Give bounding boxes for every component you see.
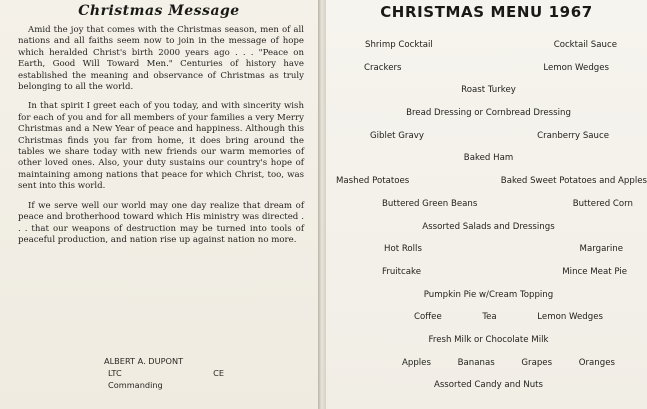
page-fold bbox=[318, 0, 326, 409]
signature-block bbox=[104, 355, 224, 391]
menu-item: Lemon Wedges bbox=[543, 62, 609, 73]
menu-item: Giblet Gravy bbox=[370, 130, 424, 141]
signature-rank-row bbox=[104, 367, 224, 379]
menu-item: Oranges bbox=[578, 357, 615, 368]
menu-item: Apples bbox=[402, 357, 431, 368]
menu-row bbox=[330, 40, 647, 63]
menu-item: Cocktail Sauce bbox=[553, 40, 617, 50]
menu-row bbox=[330, 312, 647, 335]
menu-row bbox=[330, 85, 647, 108]
menu-item: Assorted Candy and Nuts bbox=[433, 380, 544, 391]
menu-item: Buttered Corn bbox=[572, 198, 633, 209]
menu-item: Fresh Milk or Chocolate Milk bbox=[428, 334, 549, 345]
menu-row bbox=[330, 335, 647, 358]
menu-row bbox=[330, 244, 647, 267]
menu-item: Mashed Potatoes bbox=[336, 176, 410, 187]
menu-row bbox=[330, 380, 647, 403]
menu-item: Crackers bbox=[364, 62, 402, 73]
menu-row bbox=[330, 199, 647, 222]
menu-item: Bananas bbox=[457, 357, 495, 368]
menu-item: Fruitcake bbox=[382, 266, 422, 277]
menu-item: Baked Sweet Potatoes and Apples bbox=[500, 176, 647, 187]
menu-row bbox=[330, 153, 647, 176]
menu-item: Shrimp Cocktail bbox=[365, 40, 433, 50]
menu-row bbox=[330, 222, 647, 245]
menu-row bbox=[330, 176, 647, 199]
menu-item: Cranberry Sauce bbox=[537, 130, 609, 141]
message-paragraph-2: In that spirit I greet each of you today, and with sincerity wish for each of you and for all members of your families a very Merry Christmas and a New Year of peace and happiness. Although this Christmas finds you far from home, it does bring around the tables we share today with new friends our warm memories of other loved ones. Also, your duty sustains our country's hope of maintaining among nations that peace for which Christ, too, was sent into this world. bbox=[18, 101, 304, 192]
menu-item: Coffee bbox=[414, 312, 442, 323]
menu-item: Roast Turkey bbox=[461, 85, 516, 96]
signature-name: ALBERT A. DUPONT bbox=[104, 356, 184, 366]
signature-branch: CE bbox=[213, 368, 224, 378]
menu-item: Assorted Salads and Dressings bbox=[422, 221, 555, 232]
menu-item: Hot Rolls bbox=[384, 244, 422, 255]
menu-row bbox=[330, 267, 647, 290]
message-paragraph-1: Amid the joy that comes with the Christmas season, men of all nations and all faiths seem now to join in the message of hope which heralded Christ's birth 2000 years ago . . . "Peace on Earth, Good Will Toward Men." Centuries of history have established the meaning and observance of Christmas as truly belonging to all the world. bbox=[18, 25, 304, 93]
menu-item: Tea bbox=[482, 312, 497, 323]
menu-row bbox=[330, 290, 647, 313]
menu-row bbox=[330, 131, 647, 154]
menu-row bbox=[330, 108, 647, 131]
menu-row bbox=[330, 63, 647, 86]
menu-item: Mince Meat Pie bbox=[562, 266, 627, 277]
menu-item: Lemon Wedges bbox=[537, 312, 603, 323]
signature-role: Commanding bbox=[108, 380, 163, 390]
message-paragraph-3: If we serve well our world may one day realize that dream of peace and brotherhood toward which His ministry was directed . . . that our weapons of destruction may be turned into tools of peaceful production, and nation rise up against nation no more. bbox=[18, 200, 304, 245]
message-title: Christmas Message bbox=[78, 3, 240, 19]
message-body bbox=[18, 25, 304, 254]
menu-item: Grapes bbox=[521, 357, 553, 368]
menu-item: Margarine bbox=[579, 244, 623, 255]
menu-title: CHRISTMAS MENU 1967 bbox=[380, 3, 593, 21]
signature-rank: LTC bbox=[108, 368, 122, 378]
menu-item: Bread Dressing or Cornbread Dressing bbox=[406, 108, 571, 119]
menu-item: Pumpkin Pie w/Cream Topping bbox=[423, 289, 554, 300]
menu-row bbox=[330, 358, 647, 381]
menu-item: Buttered Green Beans bbox=[382, 198, 478, 209]
menu-item: Baked Ham bbox=[463, 153, 514, 164]
menu-list bbox=[330, 40, 647, 403]
